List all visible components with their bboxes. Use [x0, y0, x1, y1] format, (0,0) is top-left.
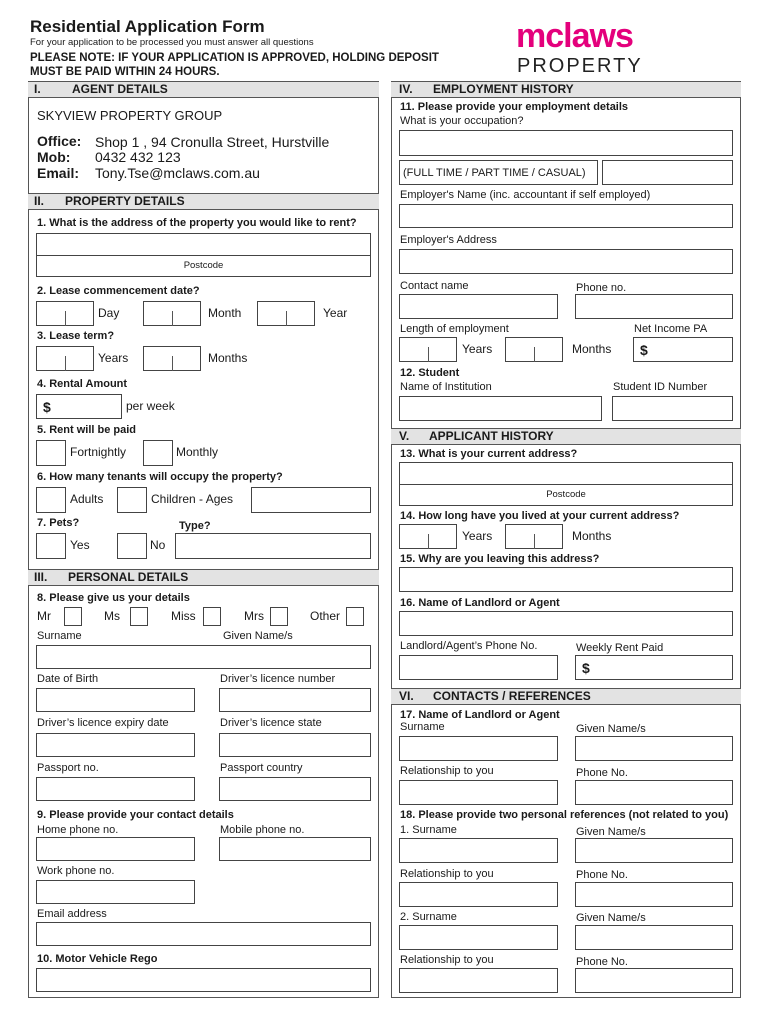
employment-years-field[interactable] — [399, 337, 457, 362]
ref2-relationship-label: Relationship to you — [400, 954, 494, 966]
mobile-phone-field[interactable] — [219, 837, 371, 861]
children-label: Children - Ages — [151, 492, 234, 506]
ref1-given-label: Given Name/s — [576, 826, 646, 838]
licence-state-field[interactable] — [219, 733, 371, 757]
deposit-note-line2: MUST BE PAID WITHIN 24 HOURS. — [30, 66, 220, 78]
student-id-label: Student ID Number — [613, 381, 708, 393]
name-field[interactable] — [36, 645, 371, 669]
q6-label: 6. How many tenants will occupy the property? — [37, 471, 283, 483]
residence-years-field[interactable] — [399, 524, 457, 549]
yes-label: Yes — [70, 538, 90, 552]
employment-months-field[interactable] — [505, 337, 563, 362]
children-field[interactable] — [117, 487, 147, 513]
ref-landlord-surname-field[interactable] — [399, 736, 558, 761]
agent-office: Shop 1 , 94 Cronulla Street, Hurstville — [95, 134, 330, 150]
lease-years-field[interactable] — [36, 346, 94, 371]
ref-landlord-relationship-label: Relationship to you — [400, 765, 494, 777]
q10-label: 10. Motor Vehicle Rego — [37, 953, 158, 965]
q7-label: 7. Pets? — [37, 517, 80, 529]
email-field[interactable] — [36, 922, 371, 946]
logo-wordmark: mclaws — [516, 17, 633, 55]
lease-month-field[interactable] — [143, 301, 201, 326]
q16-label: 16. Name of Landlord or Agent — [400, 597, 560, 609]
occupation-field[interactable] — [399, 130, 733, 156]
rental-amount-field[interactable] — [36, 394, 122, 419]
no-label: No — [150, 538, 166, 552]
q4-label: 4. Rental Amount — [37, 378, 128, 390]
pet-type-label: Type? — [179, 520, 211, 532]
section-contacts-references — [391, 688, 741, 705]
mrs-label: Mrs — [244, 609, 264, 623]
licence-number-field[interactable] — [219, 688, 371, 712]
pet-type-field[interactable] — [175, 533, 371, 559]
section-number: II. — [34, 194, 45, 208]
institution-field[interactable] — [399, 396, 602, 421]
ms-label: Ms — [104, 609, 120, 623]
logo-property: PROPERTY — [517, 55, 643, 77]
employer-name-label: Employer's Name (inc. accountant if self employed) — [400, 189, 651, 201]
landlord-phone-field[interactable] — [399, 655, 558, 680]
residence-years-label: Years — [462, 529, 493, 543]
agent-email-label: Email: — [37, 165, 80, 181]
adults-field[interactable] — [36, 487, 66, 513]
licence-expiry-label: Driver’s licence expiry date — [37, 717, 169, 729]
postcode-label: Postcode — [183, 260, 224, 271]
q12-label: 12. Student — [400, 367, 460, 379]
employer-name-field[interactable] — [399, 204, 733, 228]
ref1-surname-label: 1. Surname — [400, 824, 457, 836]
q5-label: 5. Rent will be paid — [37, 424, 137, 436]
net-income-field[interactable] — [633, 337, 733, 362]
lease-months-field[interactable] — [143, 346, 201, 371]
agent-email: Tony.Tse@mclaws.com.au — [95, 165, 260, 181]
contact-name-label: Contact name — [400, 280, 469, 292]
ref-landlord-relationship-field[interactable] — [399, 780, 558, 805]
agent-mob-label: Mob: — [37, 149, 71, 165]
dollar-sign: $ — [582, 660, 590, 676]
institution-label: Name of Institution — [400, 381, 492, 393]
q17-label: 17. Name of Landlord or Agent — [400, 709, 560, 721]
section-title: PERSONAL DETAILS — [68, 570, 189, 584]
employer-address-field[interactable] — [399, 249, 733, 274]
other-checkbox[interactable] — [346, 607, 364, 626]
pets-no-checkbox[interactable] — [117, 533, 147, 559]
residence-months-label: Months — [572, 529, 612, 543]
landlord-phone-label: Landlord/Agent’s Phone No. — [400, 640, 538, 652]
section-number: V. — [399, 429, 410, 443]
ref-landlord-surname-label: Surname — [400, 721, 445, 733]
ref-landlord-given-label: Given Name/s — [576, 723, 646, 735]
residence-months-field[interactable] — [505, 524, 563, 549]
mrs-checkbox[interactable] — [270, 607, 288, 626]
ref2-relationship-field[interactable] — [399, 968, 558, 993]
employment-years-label: Years — [462, 342, 493, 356]
years-label: Years — [98, 351, 129, 365]
ms-checkbox[interactable] — [130, 607, 148, 626]
section-applicant-history — [391, 428, 741, 445]
q9-label: 9. Please provide your contact details — [37, 809, 234, 821]
current-address-field[interactable] — [399, 462, 733, 506]
email-label: Email address — [37, 908, 107, 920]
month-label: Month — [208, 306, 242, 320]
given-name-label: Given Name/s — [223, 630, 293, 642]
other-label: Other — [310, 609, 341, 623]
passport-no-field[interactable] — [36, 777, 195, 801]
section-employment-history — [391, 81, 741, 98]
fortnightly-label: Fortnightly — [70, 445, 127, 459]
dollar-sign: $ — [640, 342, 648, 358]
employment-type-label: (FULL TIME / PART TIME / CASUAL) — [403, 167, 586, 179]
section-title: APPLICANT HISTORY — [429, 429, 554, 443]
ref2-surname-label: 2. Surname — [400, 911, 457, 923]
postcode-label: Postcode — [546, 489, 586, 500]
year-label: Year — [323, 306, 348, 320]
dollar-sign: $ — [43, 399, 51, 415]
mr-label: Mr — [37, 609, 51, 623]
deposit-note-line1: PLEASE NOTE: IF YOUR APPLICATION IS APPROVED, HOLDING DEPOSIT — [30, 52, 439, 64]
children-ages-field[interactable] — [251, 487, 371, 513]
q15-label: 15. Why are you leaving this address? — [400, 553, 600, 565]
employment-type-field[interactable] — [602, 160, 733, 185]
section-agent-details — [28, 81, 379, 98]
ref2-phone-field[interactable] — [575, 968, 733, 993]
work-phone-label: Work phone no. — [37, 865, 115, 877]
home-phone-field[interactable] — [36, 837, 195, 861]
q8-label: 8. Please give us your details — [37, 592, 190, 604]
miss-label: Miss — [171, 609, 196, 623]
ref-landlord-phone-label: Phone No. — [576, 767, 628, 779]
licence-expiry-field[interactable] — [36, 733, 195, 757]
section-title: CONTACTS / REFERENCES — [433, 689, 591, 703]
ref2-surname-field[interactable] — [399, 925, 558, 950]
section-personal-details — [28, 569, 379, 586]
weekly-rent-label: Weekly Rent Paid — [576, 642, 664, 654]
occupation-label: What is your occupation? — [400, 115, 524, 127]
section-number: VI. — [399, 689, 414, 703]
ref1-relationship-label: Relationship to you — [400, 868, 494, 880]
mobile-phone-label: Mobile phone no. — [220, 824, 305, 836]
per-week-label: per week — [126, 399, 175, 413]
fortnightly-checkbox[interactable] — [36, 440, 66, 466]
monthly-label: Monthly — [176, 445, 219, 459]
months-label: Months — [208, 351, 248, 365]
q14-label: 14. How long have you lived at your current address? — [400, 510, 680, 522]
net-income-label: Net Income PA — [634, 323, 708, 335]
form-title: Residential Application Form — [30, 17, 265, 36]
form-subtitle: For your application to be processed you must answer all questions — [30, 37, 314, 48]
vehicle-rego-field[interactable] — [36, 968, 371, 992]
section-number: IV. — [399, 82, 413, 96]
section-number: I. — [34, 82, 41, 96]
licence-number-label: Driver’s licence number — [220, 673, 336, 685]
weekly-rent-field[interactable] — [575, 655, 733, 680]
work-phone-field[interactable] — [36, 880, 195, 904]
dob-field[interactable] — [36, 688, 195, 712]
agent-company: SKYVIEW PROPERTY GROUP — [37, 108, 223, 123]
ref-landlord-given-field[interactable] — [575, 736, 733, 761]
ref1-phone-label: Phone No. — [576, 869, 628, 881]
mr-checkbox[interactable] — [64, 607, 82, 626]
q3-label: 3. Lease term? — [37, 330, 115, 342]
ref-landlord-phone-field[interactable] — [575, 780, 733, 805]
employer-address-label: Employer's Address — [400, 234, 497, 246]
q1-label: 1. What is the address of the property you would like to rent? — [37, 217, 357, 229]
pets-yes-checkbox[interactable] — [36, 533, 66, 559]
employment-type-label-box — [399, 160, 598, 185]
q13-label: 13. What is your current address? — [400, 448, 578, 460]
q2-label: 2. Lease commencement date? — [37, 285, 200, 297]
ref2-phone-label: Phone No. — [576, 956, 628, 968]
employment-length-label: Length of employment — [400, 323, 509, 335]
employment-months-label: Months — [572, 342, 612, 356]
passport-country-field[interactable] — [219, 777, 371, 801]
licence-state-label: Driver’s licence state — [220, 717, 322, 729]
employer-phone-field[interactable] — [575, 294, 733, 319]
q11-label: 11. Please provide your employment details — [400, 101, 629, 113]
passport-no-label: Passport no. — [37, 762, 99, 774]
lease-year-field[interactable] — [257, 301, 315, 326]
section-number: III. — [34, 570, 48, 584]
property-address-field[interactable] — [36, 233, 371, 277]
ref1-phone-field[interactable] — [575, 882, 733, 907]
lease-day-field[interactable] — [36, 301, 94, 326]
section-title: AGENT DETAILS — [72, 82, 168, 96]
agent-office-label: Office: — [37, 133, 82, 149]
section-title: EMPLOYMENT HISTORY — [433, 82, 574, 96]
student-id-field[interactable] — [612, 396, 733, 421]
leaving-reason-field[interactable] — [399, 567, 733, 592]
miss-checkbox[interactable] — [203, 607, 221, 626]
ref1-given-field[interactable] — [575, 838, 733, 863]
landlord-name-field[interactable] — [399, 611, 733, 636]
home-phone-label: Home phone no. — [37, 824, 119, 836]
q18-label: 18. Please provide two personal references (not related to you) — [400, 809, 729, 821]
adults-label: Adults — [70, 492, 104, 506]
surname-label: Surname — [37, 630, 82, 642]
employer-phone-label: Phone no. — [576, 282, 627, 294]
monthly-checkbox[interactable] — [143, 440, 173, 466]
ref2-given-field[interactable] — [575, 925, 733, 950]
ref2-given-label: Given Name/s — [576, 912, 646, 924]
day-label: Day — [98, 306, 120, 320]
dob-label: Date of Birth — [37, 673, 99, 685]
ref1-surname-field[interactable] — [399, 838, 558, 863]
section-property-details — [28, 193, 379, 210]
mclaws-logo — [516, 18, 666, 78]
contact-name-field[interactable] — [399, 294, 558, 319]
ref1-relationship-field[interactable] — [399, 882, 558, 907]
section-title: PROPERTY DETAILS — [65, 194, 185, 208]
passport-country-label: Passport country — [220, 762, 303, 774]
agent-mob: 0432 432 123 — [95, 149, 181, 165]
